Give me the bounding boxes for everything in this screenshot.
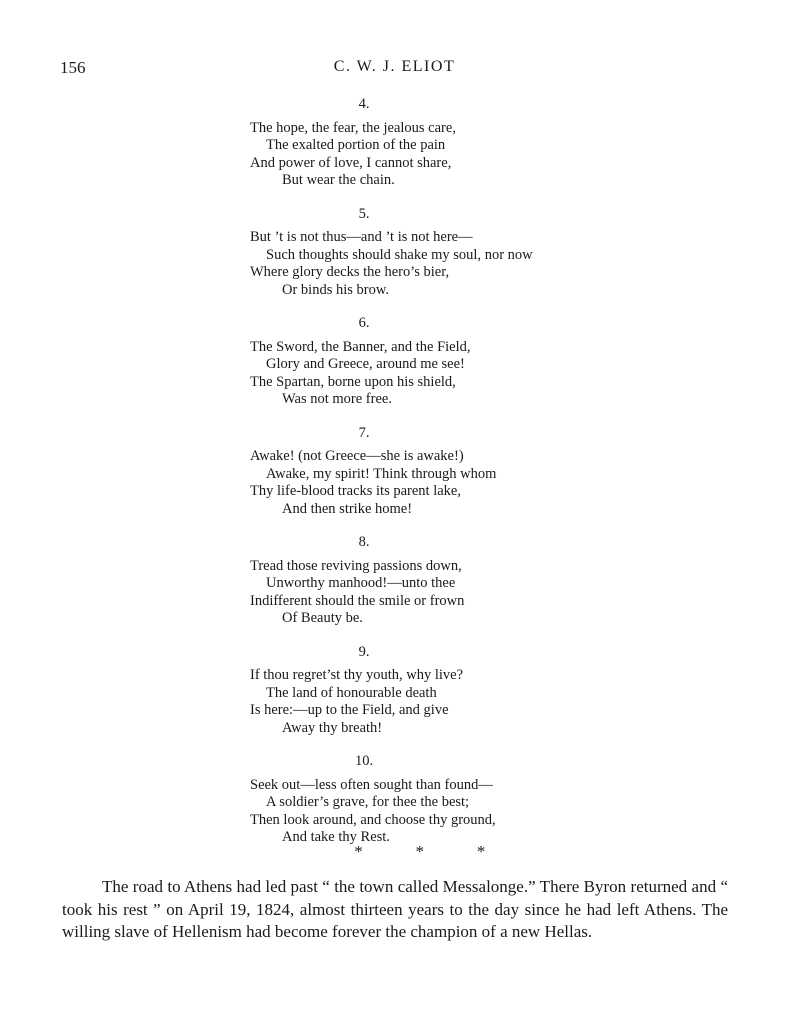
poem-line: The hope, the fear, the jealous care, xyxy=(250,119,456,136)
prose-paragraph: The road to Athens had led past “ the town called Messalonge.” There Byron returned and “ took his rest ” on April 19, 1824, almost thirteen years to the day since he had left Athens. The willing slave of Hellenism had become forever the champion of a new Hellas. xyxy=(62,877,728,941)
poem-line: If thou regret’st thy youth, why live? xyxy=(250,667,464,683)
poem-line: Thy life-blood tracks its parent lake, xyxy=(250,483,461,499)
poem-line: Of Beauty be. xyxy=(282,610,363,626)
asterisk: * xyxy=(476,842,486,861)
stanza-6 xyxy=(250,315,670,409)
poem-line: Where glory decks the hero’s bier, xyxy=(250,264,450,280)
page-header xyxy=(60,58,729,82)
stanza-7 xyxy=(250,425,670,519)
poem-line: But ’t is not thus—and ’t is not here— xyxy=(250,229,473,245)
poem-line: Tread those reviving passions down, xyxy=(250,557,462,574)
poem-line: Was not more free. xyxy=(282,391,392,407)
asterisk: * xyxy=(415,842,424,861)
poem-line: Unworthy manhood!—unto thee xyxy=(266,575,456,591)
stanza-number: 7. xyxy=(358,424,370,441)
section-separator xyxy=(330,842,510,862)
stanza-number: 9. xyxy=(358,643,370,660)
poem-line: Or binds his brow. xyxy=(282,281,390,298)
stanza-number: 8. xyxy=(358,534,370,550)
poem xyxy=(250,96,670,863)
poem-line: And then strike home! xyxy=(282,500,413,517)
stanza-number: 4. xyxy=(358,96,370,112)
stanza-number: 5. xyxy=(358,205,370,222)
poem-line: The Sword, the Banner, and the Field, xyxy=(250,338,471,355)
stanza-8 xyxy=(250,534,670,628)
running-head: C. W. J. ELIOT xyxy=(333,58,456,75)
poem-line: The land of honourable death xyxy=(266,684,437,701)
poem-line: Awake, my spirit! Think through whom xyxy=(266,465,497,482)
stanza-10 xyxy=(250,753,670,847)
stanza-4 xyxy=(250,96,670,190)
page-number: 156 xyxy=(60,58,86,77)
stanza-5 xyxy=(250,206,670,300)
poem-line: But wear the chain. xyxy=(282,172,395,188)
poem-line: And take thy Rest. xyxy=(282,829,390,845)
poem-line: Then look around, and choose thy ground, xyxy=(250,811,496,828)
poem-line: Indifferent should the smile or frown xyxy=(250,592,465,609)
stanza-number: 10. xyxy=(354,753,374,769)
asterisk: * xyxy=(354,842,363,861)
poem-line: A soldier’s grave, for thee the best; xyxy=(266,794,470,810)
poem-line: Glory and Greece, around me see! xyxy=(266,356,465,372)
poem-line: Is here:—up to the Field, and give xyxy=(250,702,449,718)
stanza-9 xyxy=(250,644,670,738)
poem-line: The exalted portion of the pain xyxy=(266,137,446,153)
poem-line: Such thoughts should shake my soul, nor now xyxy=(266,246,533,263)
poem-line: The Spartan, borne upon his shield, xyxy=(250,373,456,390)
stanza-number: 6. xyxy=(358,315,370,331)
poem-line: Awake! (not Greece—she is awake!) xyxy=(250,448,464,464)
poem-line: Away thy breath! xyxy=(282,719,383,736)
poem-line: Seek out—less often sought than found— xyxy=(250,776,493,793)
poem-line: And power of love, I cannot share, xyxy=(250,154,452,171)
